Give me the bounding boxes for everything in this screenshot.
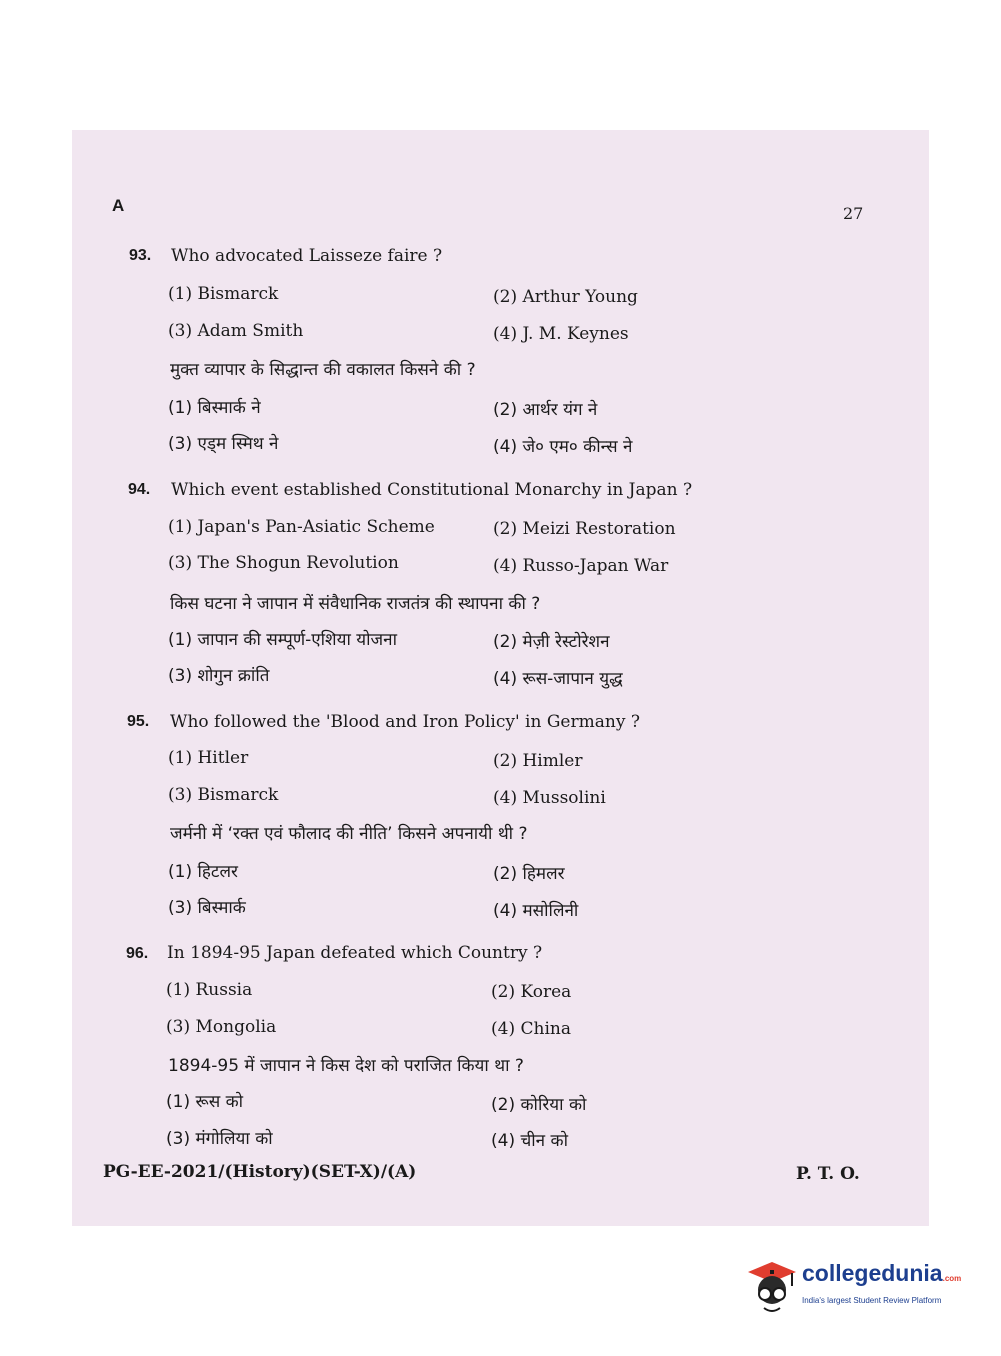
option-2: (2) Himler xyxy=(493,751,583,771)
question-text: Who followed the 'Blood and Iron Policy' in Germany ? xyxy=(170,712,640,732)
option-1-hindi: (1) हिटलर xyxy=(168,862,238,882)
option-2: (2) Korea xyxy=(491,982,572,1002)
question-text: In 1894-95 Japan defeated which Country ? xyxy=(167,943,543,963)
option-3-hindi: (3) एड्म स्मिथ ने xyxy=(168,434,279,454)
option-4-hindi: (4) जे० एम० कीन्स ने xyxy=(493,437,633,457)
option-4-hindi: (4) मसोलिनी xyxy=(493,901,579,921)
option-3: (3) The Shogun Revolution xyxy=(168,553,399,573)
question-text: Which event established Constitutional Monarchy in Japan ? xyxy=(171,480,693,500)
please-turn-over: P. T. O. xyxy=(796,1164,860,1184)
set-label: A xyxy=(112,196,125,215)
option-1: (1) Russia xyxy=(166,980,253,1000)
option-2-hindi: (2) कोरिया को xyxy=(491,1095,587,1115)
option-2-hindi: (2) मेज़ी रेस्टोरेशन xyxy=(493,632,610,652)
option-4: (4) Mussolini xyxy=(493,788,606,808)
question-number: 93. xyxy=(129,247,152,264)
question-text-hindi: जर्मनी में ‘रक्त एवं फौलाद की नीति’ किसने अपनायी थी ? xyxy=(170,824,528,844)
option-3-hindi: (3) बिस्मार्क xyxy=(168,898,246,918)
option-3: (3) Bismarck xyxy=(168,785,279,805)
question-text-hindi: मुक्त व्यापार के सिद्धान्त की वकालत किसने की ? xyxy=(170,360,476,380)
option-1-hindi: (1) जापान की सम्पूर्ण-एशिया योजना xyxy=(168,630,398,650)
question-text: Who advocated Laisseze faire ? xyxy=(171,246,443,266)
option-4-hindi: (4) चीन को xyxy=(491,1131,568,1151)
question-number: 94. xyxy=(128,481,151,498)
option-2: (2) Meizi Restoration xyxy=(493,519,676,539)
option-3-hindi: (3) मंगोलिया को xyxy=(166,1129,273,1149)
option-2-hindi: (2) हिमलर xyxy=(493,864,565,884)
option-3: (3) Mongolia xyxy=(166,1017,277,1037)
option-1: (1) Japan's Pan-Asiatic Scheme xyxy=(168,517,435,537)
question-number: 95. xyxy=(127,713,150,730)
option-4-hindi: (4) रूस-जापान युद्ध xyxy=(493,669,623,689)
option-2-hindi: (2) आर्थर यंग ने xyxy=(493,400,598,420)
question-text-hindi: किस घटना ने जापान में संवैधानिक राजतंत्र की स्थापना की ? xyxy=(170,594,541,614)
option-1: (1) Hitler xyxy=(168,748,249,768)
option-1-hindi: (1) बिस्मार्क ने xyxy=(168,398,261,418)
collegedunia-logo[interactable] xyxy=(742,1254,972,1326)
logo-wordmark: collegedunia.com xyxy=(802,1260,962,1286)
question-number: 96. xyxy=(126,945,149,962)
option-1-hindi: (1) रूस को xyxy=(166,1092,244,1112)
paper-code: PG-EE-2021/(History)(SET-X)/(A) xyxy=(103,1162,417,1182)
option-4: (4) China xyxy=(491,1019,571,1039)
logo-tagline: India's largest Student Review Platform xyxy=(802,1296,942,1305)
question-text-hindi: 1894-95 में जापान ने किस देश को पराजित किया था ? xyxy=(168,1056,524,1076)
option-4: (4) J. M. Keynes xyxy=(493,324,629,344)
page-number: 27 xyxy=(843,204,864,223)
mascot-icon xyxy=(742,1254,800,1318)
option-3-hindi: (3) शोगुन क्रांति xyxy=(168,666,270,686)
option-4: (4) Russo-Japan War xyxy=(493,556,669,576)
option-1: (1) Bismarck xyxy=(168,284,279,304)
option-2: (2) Arthur Young xyxy=(493,287,638,307)
option-3: (3) Adam Smith xyxy=(168,321,304,341)
